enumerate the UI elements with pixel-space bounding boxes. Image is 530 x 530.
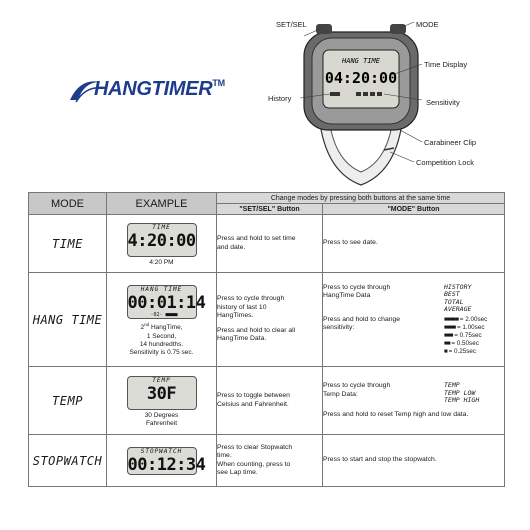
table-row [29,215,505,273]
table-row [29,367,505,435]
example-cell: HANG TIME 00:01:14 ·02· ■■■■ 2nd HangTime, 1 Second, 14 hundredths. Sensitivity is 0.75 sec. [107,273,217,367]
header-set-sel-button: "SET/SEL" Button [217,204,323,215]
example-lcd: STOPWATCH 00:12:34 [127,448,206,475]
example-lcd: TEMP 30F [127,376,197,410]
callout-sensitivity: Sensitivity [426,98,460,107]
callout-carabineer-clip: Carabineer Clip [424,138,477,147]
header-mode-button: "MODE" Button [323,204,505,215]
example-lcd: HANG TIME 00:01:14 ·02· ■■■■ [127,286,206,319]
mode-instructions: Press to cycle through HangTime Data HISTORY BEST TOTAL AVERAGE Press and hold to change sensitivity: ■■■■■ = 2.00sec ■■■■ = 1.00sec ■■■ = 0.75sec ■■ = 0.50sec ■ = 0.25sec [323,273,505,367]
table-row [29,273,505,367]
sensitivity-list: ■■■■■ = 2.00sec ■■■■ = 1.00sec ■■■ = 0.75sec ■■ = 0.50sec ■ = 0.25sec [444,315,488,355]
device-lcd-time: 04:20:00 [324,69,398,87]
hangtimer-logo [66,70,226,110]
set-sel-instructions: Press to clear Stopwatch time. When counting, press to see Lap time. [217,435,323,487]
set-sel-instructions: Press to toggle between Celsius and Fahrenheit. [217,367,323,435]
mode-instructions: Press to see date. [323,215,505,273]
mode-name: HANG TIME [29,273,107,367]
logo-text: HANGTIMER™ [94,78,225,100]
table-row [29,435,505,487]
callout-set-sel: SET/SEL [276,20,307,29]
callout-competition-lock: Competition Lock [416,158,474,167]
set-sel-instructions: Press and hold to set time and date. [217,215,323,273]
example-cell: TEMP 30F 30 Degrees Fahrenheit [107,367,217,435]
header-example: EXAMPLE [107,193,217,215]
mode-name: TIME [29,215,107,273]
callout-history: History [268,94,292,103]
example-cell [107,435,217,487]
set-sel-instructions: Press to cycle through history of last 10 HangTimes. Press and hold to clear all HangTime Data. [217,273,323,367]
temp-data-list: TEMP TEMP LOW TEMP HIGH [444,381,480,404]
device-lcd-top: HANG TIME [342,57,380,65]
header-change-modes: Change modes by pressing both buttons at the same time [217,193,505,204]
example-lcd: TIME 4:20:00 [127,223,197,257]
header-mode: MODE [29,193,107,215]
example-cell: TIME 4:20:00 4:20 PM [107,215,217,273]
callout-mode: MODE [416,20,439,29]
mode-instructions: Press to cycle through Temp Data: TEMP TEMP LOW TEMP HIGH Press and hold to reset Temp high and low data. [323,367,505,435]
callout-time-display: Time Display [424,60,468,69]
mode-instructions: Press to start and stop the stopwatch. [323,435,505,487]
mode-name: STOPWATCH [29,435,107,487]
modes-table [28,192,505,487]
mode-name: TEMP [29,367,107,435]
hangtimer-device-illustration [296,20,426,190]
hangtime-data-list: HISTORY BEST TOTAL AVERAGE [444,282,472,313]
